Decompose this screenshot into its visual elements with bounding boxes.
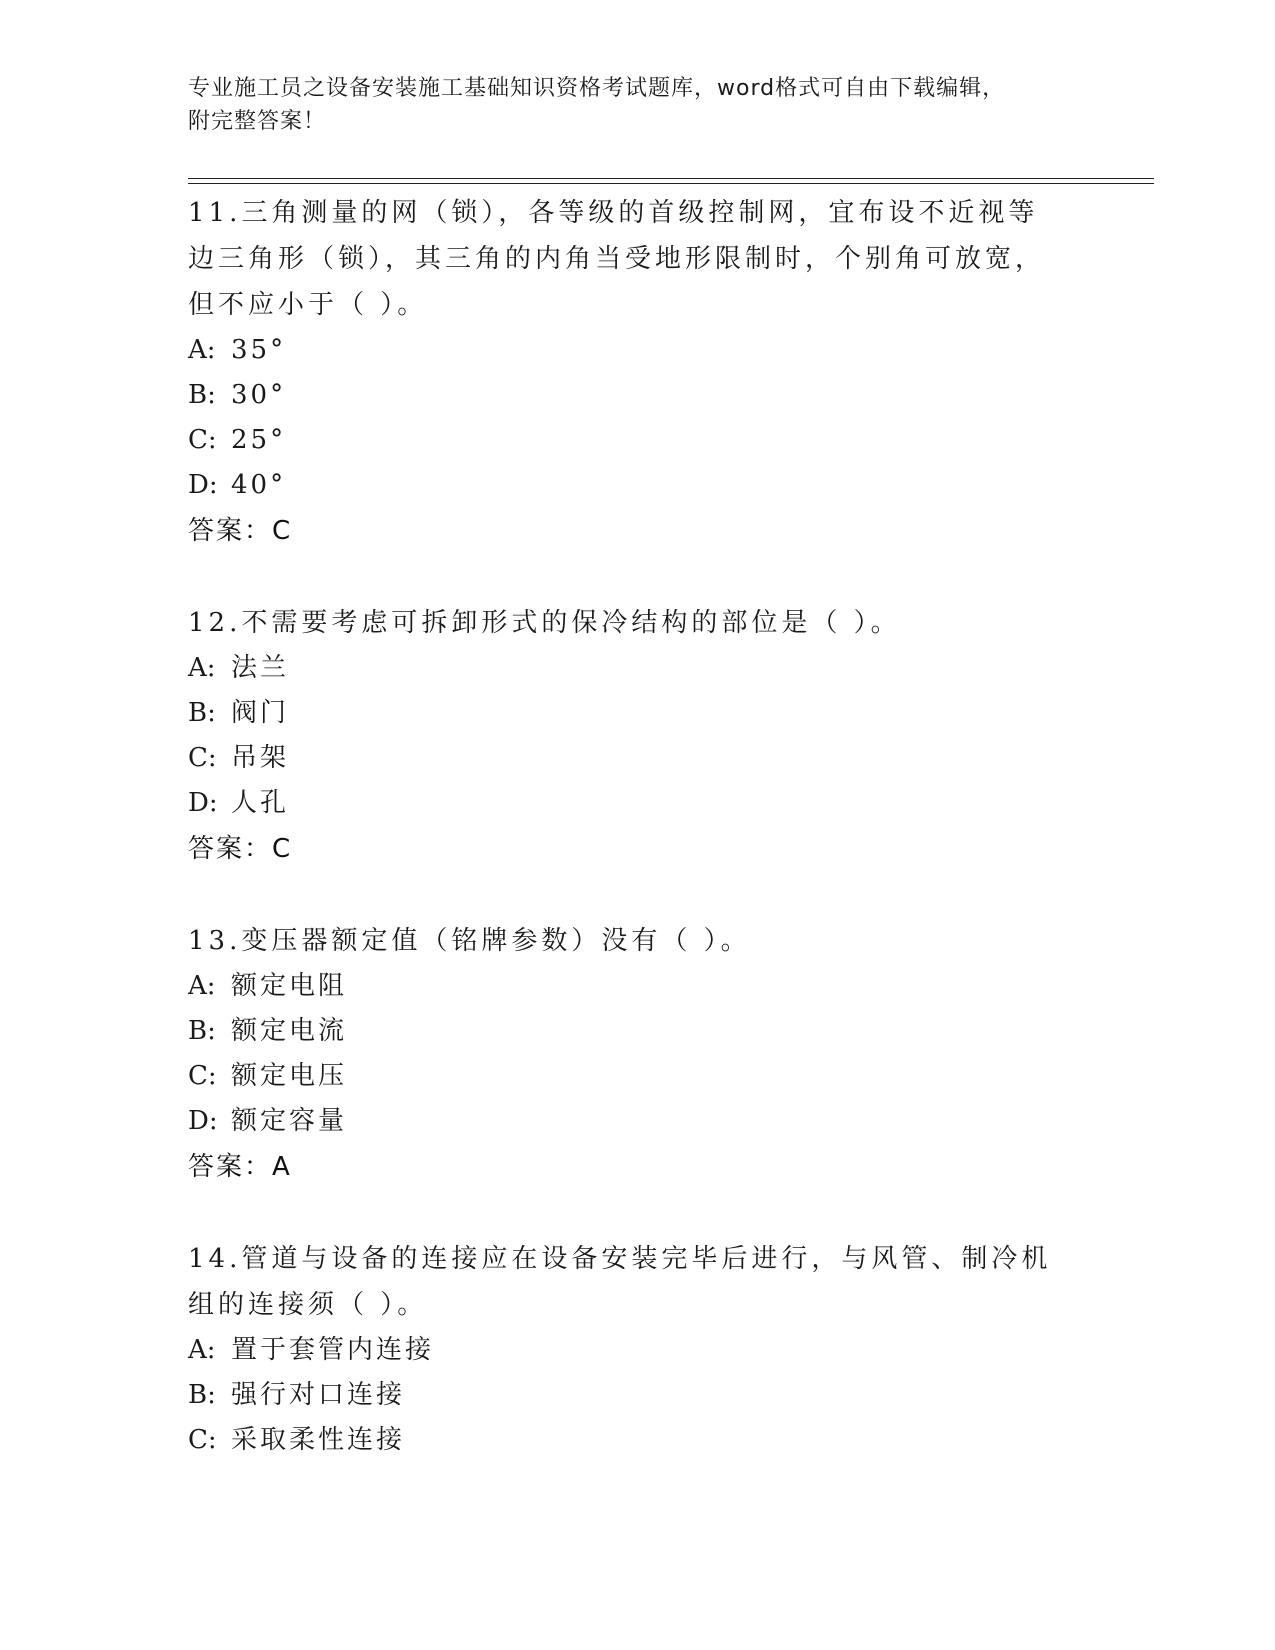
question-stem: 11.三角测量的网（锁），各等级的首级控制网，宜布设不近视等边三角形（锁），其三角的内角当受地形限制时，个别角可放宽，但不应小于（ ）。 — [188, 198, 1046, 320]
question-item — [188, 600, 1068, 872]
header-divider-top — [188, 178, 1154, 179]
question-stem: 12.不需要考虑可拆卸形式的保冷结构的部位是（ ）。 — [188, 608, 901, 638]
question-item — [188, 918, 1068, 1190]
question-stem: 13.变压器额定值（铭牌参数）没有（ ）。 — [188, 926, 751, 956]
option-text: 吊架 — [231, 743, 290, 773]
option-label: B: — [188, 1016, 216, 1046]
option-label: A: — [188, 971, 216, 1001]
option-text: 人孔 — [231, 788, 290, 818]
option-text: 强行对口连接 — [231, 1380, 406, 1410]
option-a — [188, 646, 1068, 691]
answer-line: 答案：C — [188, 516, 293, 546]
header-line-1: 专业施工员之设备安装施工基础知识资格考试题库，word格式可自由下载编辑， — [188, 76, 1006, 101]
option-text: 采取柔性连接 — [231, 1425, 406, 1455]
question-stem: 14.管道与设备的连接应在设备安装完毕后进行，与风管、制冷机组的连接须（ ）。 — [188, 1244, 1052, 1320]
option-label: A: — [188, 1335, 216, 1365]
option-label: C: — [188, 743, 217, 773]
answer-line: 答案：A — [188, 1152, 292, 1182]
option-label: D: — [188, 470, 218, 500]
question-item — [188, 1236, 1068, 1463]
question-list — [188, 190, 1068, 1509]
option-label: A: — [188, 653, 216, 683]
option-d — [188, 463, 1068, 508]
option-c — [188, 418, 1068, 463]
option-text: 25° — [231, 425, 287, 455]
option-text: 额定电压 — [231, 1061, 348, 1091]
option-label: B: — [188, 1380, 216, 1410]
option-label: D: — [188, 1106, 218, 1136]
option-text: 额定电阻 — [231, 971, 348, 1001]
option-a — [188, 328, 1068, 373]
option-text: 阀门 — [231, 698, 290, 728]
option-c — [188, 1418, 1068, 1463]
option-b — [188, 1009, 1068, 1054]
option-label: C: — [188, 1061, 217, 1091]
option-label: D: — [188, 788, 218, 818]
option-text: 额定电流 — [231, 1016, 348, 1046]
option-text: 法兰 — [231, 653, 290, 683]
option-text: 置于套管内连接 — [231, 1335, 435, 1365]
header-divider-bottom — [188, 183, 1154, 184]
option-text: 额定容量 — [231, 1106, 348, 1136]
option-label: B: — [188, 380, 216, 410]
option-label: C: — [188, 425, 217, 455]
option-text: 30° — [231, 380, 287, 410]
option-a — [188, 1328, 1068, 1373]
option-b — [188, 373, 1068, 418]
option-c — [188, 1054, 1068, 1099]
option-text: 40° — [231, 470, 287, 500]
option-c — [188, 736, 1068, 781]
document-header — [188, 72, 1088, 138]
option-label: A: — [188, 335, 216, 365]
header-line-2: 附完整答案！ — [188, 109, 327, 134]
option-label: B: — [188, 698, 216, 728]
option-d — [188, 1099, 1068, 1144]
option-a — [188, 964, 1068, 1009]
question-item — [188, 190, 1068, 554]
answer-line: 答案：C — [188, 834, 293, 864]
option-d — [188, 781, 1068, 826]
option-b — [188, 691, 1068, 736]
option-text: 35° — [231, 335, 287, 365]
option-b — [188, 1373, 1068, 1418]
option-label: C: — [188, 1425, 217, 1455]
